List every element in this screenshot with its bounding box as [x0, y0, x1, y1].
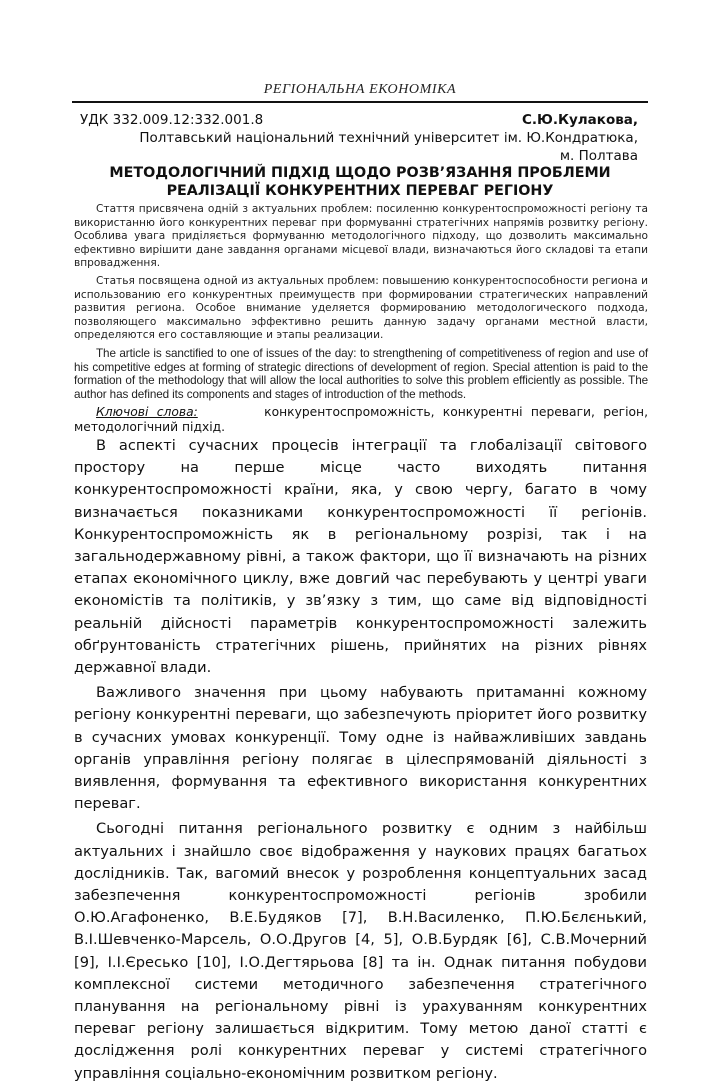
keywords-paragraph	[74, 405, 648, 435]
udc-code: УДК 332.009.12:332.001.8	[80, 112, 264, 128]
affiliation	[80, 129, 638, 165]
abstract-russian: Статья посвящена одной из актуальных проблем: повышению конкурентоспособности региона и использованию его конкурентных преимуществ при формировании стратегических направлений развития региона. Особое внимание уделяется формированию методологического подхода, позволяющего максимально эффективно решить данную задачу органами местной власти, определяются его составляющие и этапы реализации.	[74, 274, 648, 342]
title-line-1: МЕТОДОЛОГІЧНИЙ ПІДХІД ЩОДО РОЗВ’ЯЗАННЯ ПРОБЛЕМИ	[109, 165, 611, 181]
body-paragraph-3: Сьогодні питання регіонального розвитку є одним з найбільш актуальних і знайшло своє відображення у наукових працях багатьох дослідників. Так, вагомий внесок у розроблення концептуальних засад забезпечення конкурентоспроможності регіонів зробили О.Ю.Агафоненко, В.Е.Будяков [7], В.Н.Василенко, П.Ю.Бєлєнький, В.І.Шевченко-Марсель, О.О.Другов [4, 5], О.В.Бурдяк [6], С.В.Мочерний [9], І.І.Єресько [10], І.О.Дегтярьова [8] та ін. Однак питання побудови комплексної системи методичного забезпечення стратегічного планування на регіональному рівні із урахуванням конкурентних переваг регіону залишається відкритим. Тому метою даної статті є дослідження ролі конкурентних переваг у системі стратегічного управління соціально-економічним розвитком регіону.	[74, 820, 647, 1082]
keywords-label: Ключові слова:	[96, 405, 198, 419]
running-head: РЕГІОНАЛЬНА ЕКОНОМІКА	[263, 82, 457, 97]
udc-author-row	[80, 112, 638, 129]
title-line-2: РЕАЛІЗАЦІЇ КОНКУРЕНТНИХ ПЕРЕВАГ РЕГІОНУ	[166, 182, 554, 199]
keywords	[74, 405, 648, 435]
affiliation-institution: Полтавський національний технічний університет ім. Ю.Кондратюка,	[139, 130, 638, 146]
abstracts	[74, 203, 648, 405]
abstract-ukrainian: Стаття присвячена одній з актуальних проблем: посиленню конкурентоспроможності регіону та використанню його конкурентних переваг при формуванні стратегічних напрямів розвитку регіону. Особлива увага приділяється формуванню методологічного підходу, що дозволить максимально ефективно вирішити дане завдання органами місцевої влади, визначаються його складові та етапи впровадження.	[74, 203, 648, 270]
affiliation-city: м. Полтава	[559, 148, 638, 164]
body-text	[74, 435, 647, 1085]
body-paragraph-1: В аспекті сучасних процесів інтеграції та глобалізації світового простору на перше місце часто виходять питання конкурентоспроможності країни, яка, у свою чергу, багато в чому визначається показниками конкурентоспроможності її регіонів. Конкурентоспроможність як в регіональному розрізі, так і на загальнодержавному рівні, а також фактори, що її визначають на різних етапах економічного циклу, вже довгий час перебувають у центрі уваги економістів та політиків, у зв’язку з тим, що саме від відповідності реальній дійсності параметрів конкурентоспроможності залежить обґрунтованість стратегічних рішень, прийнятих на різних рівнях державної влади.	[74, 437, 647, 677]
keywords-text: конкурентоспроможність, конкурентні переваги, регіон, методологічний підхід.	[74, 405, 648, 434]
body-paragraph-2: Важливого значення при цьому набувають притаманні кожному регіону конкурентні переваги, що забезпечують пріоритет його розвитку в сучасних умовах конкуренції. Тому одне із найважливіших завдань органів управління регіону полягає в цілеспрямованій діяльності з виявлення, формування та ефективного використання конкурентних переваг.	[74, 684, 647, 813]
article-title	[72, 165, 648, 200]
author-name: С.Ю.Кулакова,	[521, 112, 638, 128]
header-rule	[72, 101, 648, 103]
abstract-english: The article is sanctified to one of issues of the day: to strengthening of competitiveness of region and use of his competitive edges at forming of strategic directions of development of region. Special attention is paid to the formation of the methodology that will allow the local authorities to solve this problem efficiently as possible. The author has defined its components and stages of introduction of the methods.	[74, 346, 648, 401]
